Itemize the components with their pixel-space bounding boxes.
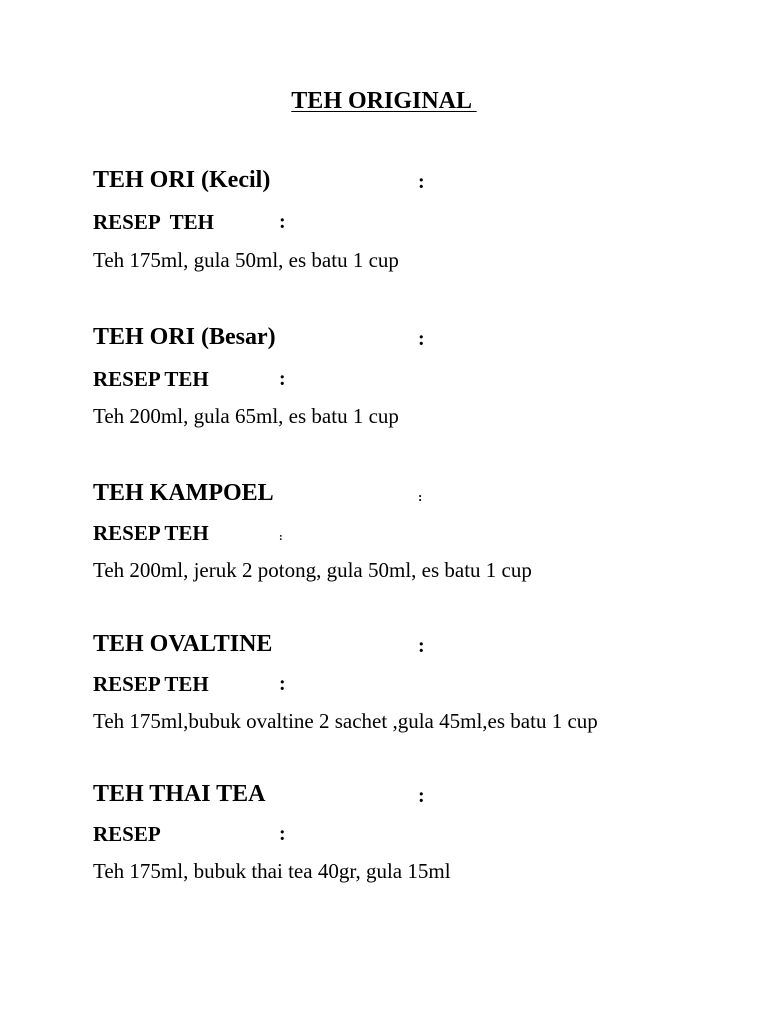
recipe-text: Teh 200ml, jeruk 2 potong, gula 50ml, es batu 1 cup [93, 558, 532, 582]
recipe-text: Teh 175ml, gula 50ml, es batu 1 cup [93, 248, 399, 272]
item-colon: : [418, 785, 425, 807]
recipe-colon: : [279, 823, 286, 845]
recipe-text: Teh 175ml, bubuk thai tea 40gr, gula 15ml [93, 859, 451, 883]
item-name: TEH ORI (Kecil) [93, 167, 271, 193]
recipe-colon: : [279, 673, 286, 695]
recipe-label: RESEP TEH [93, 210, 214, 234]
document-title-text: TEH ORIGINAL [291, 88, 477, 114]
recipe-label: RESEP [93, 822, 161, 846]
recipe-label: RESEP TEH [93, 367, 209, 391]
item-colon: : [418, 328, 425, 350]
recipe-colon: : [279, 368, 286, 390]
item-name: TEH THAI TEA [93, 781, 266, 807]
item-colon: : [418, 171, 425, 193]
item-name: TEH ORI (Besar) [93, 324, 276, 350]
recipe-colon: : [279, 211, 286, 233]
recipe-colon: : [279, 531, 283, 543]
recipe-label: RESEP TEH [93, 521, 209, 545]
recipe-text: Teh 200ml, gula 65ml, es batu 1 cup [93, 404, 399, 428]
document-title [0, 86, 768, 116]
recipe-label: RESEP TEH [93, 672, 209, 696]
item-name: TEH KAMPOEL [93, 480, 274, 506]
item-colon: : [418, 489, 423, 504]
item-name: TEH OVALTINE [93, 631, 273, 657]
item-colon: : [418, 635, 425, 657]
recipe-text: Teh 175ml,bubuk ovaltine 2 sachet ,gula 45ml,es batu 1 cup [93, 709, 598, 733]
